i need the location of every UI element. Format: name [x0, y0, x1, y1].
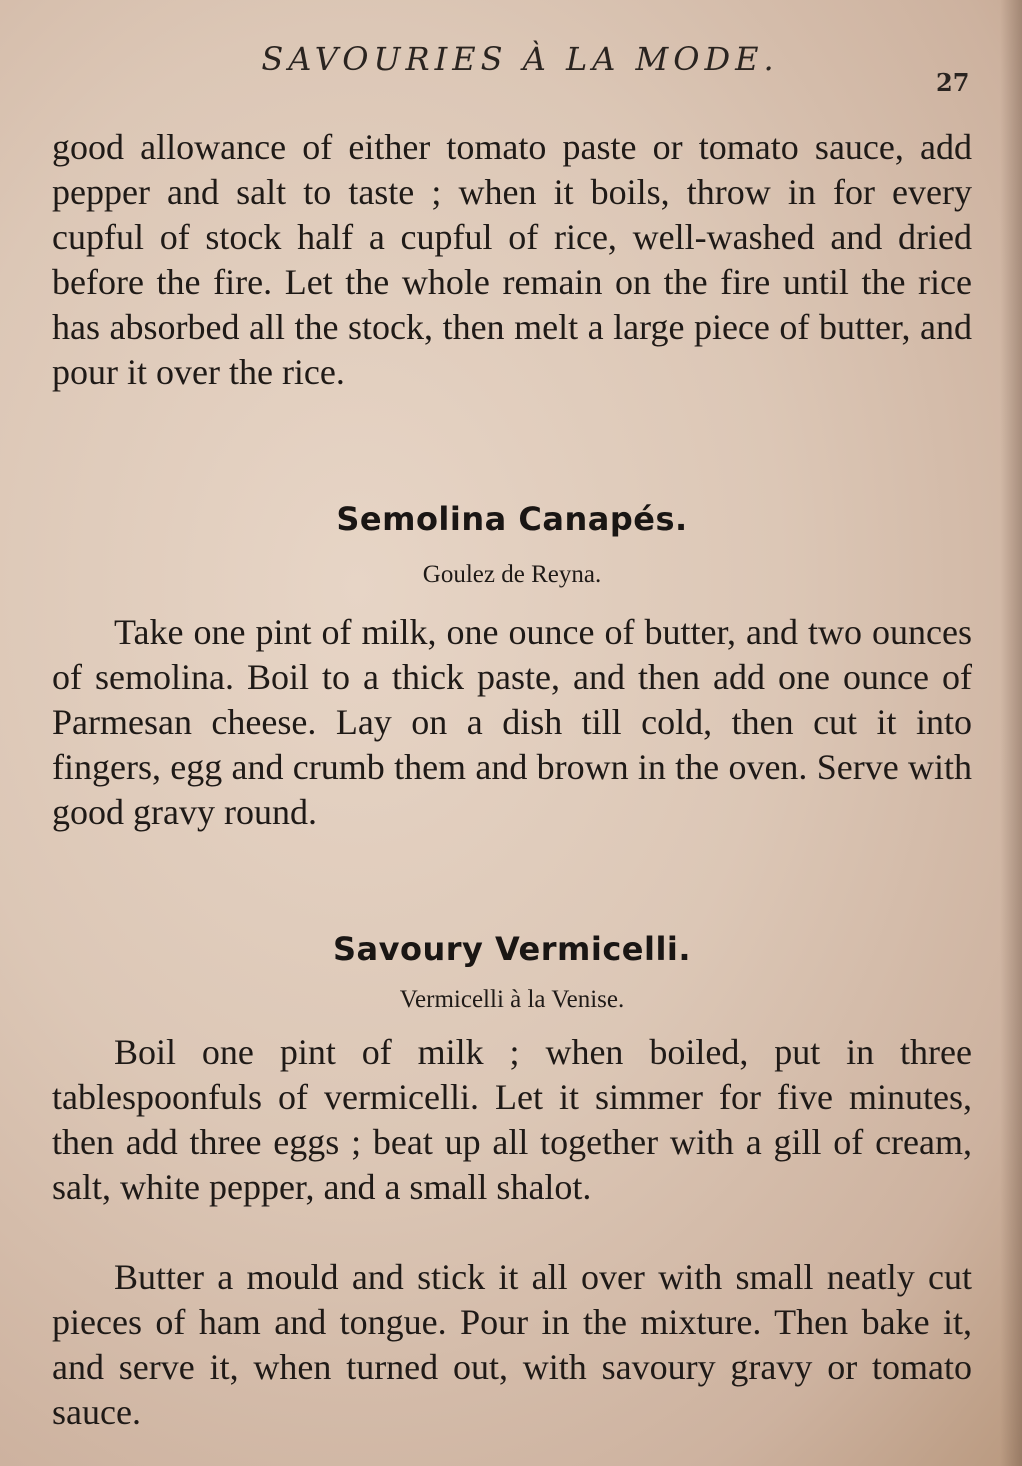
- page-number: 27: [936, 68, 970, 97]
- recipe-title-vermicelli: Savoury Vermicelli.: [332, 930, 692, 968]
- recipe-paragraph: Take one pint of milk, one ounce of butter, and two ounces of semolina. Boil to a thick paste, and then add one ounce of Parmesan cheese. Lay on a dish till cold, then cut it into fingers, egg and crumb them and brown in the oven. Serve with good gravy round.: [52, 612, 972, 832]
- recipe-paragraph: Boil one pint of milk ; when boiled, put in three tablespoonfuls of vermicelli. Let it simmer for five minutes, then add three eggs ; beat up all together with a gill of cream, salt, white pepper, and a small shalot.: [52, 1032, 972, 1207]
- recipe-paragraph: Butter a mould and stick it all over with small neatly cut pieces of ham and tongue. Pour in the mixture. Then bake it, and serve it, when turned out, with savoury gravy or tomato sauce.: [52, 1257, 972, 1432]
- page-edge-shadow: [1000, 0, 1022, 1466]
- intro-paragraph-text: good allowance of either tomato paste or tomato sauce, add pepper and salt to taste ; when it boils, throw in for every cupful of stock half a cupful of rice, well-washed and dried before the fire. Let the whole remain on the fire until the rice has absorbed all the stock, then melt a large piece of butter, and pour it over the rice.: [52, 127, 972, 392]
- intro-paragraph: [52, 125, 972, 395]
- running-head: SAVOURIES À LA MODE.: [261, 40, 779, 78]
- recipe-subtitle-vermicelli: Vermicelli à la Venise.: [399, 986, 625, 1013]
- recipe-title-semolina: Semolina Canapés.: [336, 500, 688, 538]
- recipe-subtitle-semolina: Goulez de Reyna.: [422, 561, 602, 588]
- recipe-body-semolina: [52, 610, 972, 835]
- recipe-body-vermicelli: [52, 1030, 972, 1210]
- recipe-body-vermicelli-2: [52, 1255, 972, 1435]
